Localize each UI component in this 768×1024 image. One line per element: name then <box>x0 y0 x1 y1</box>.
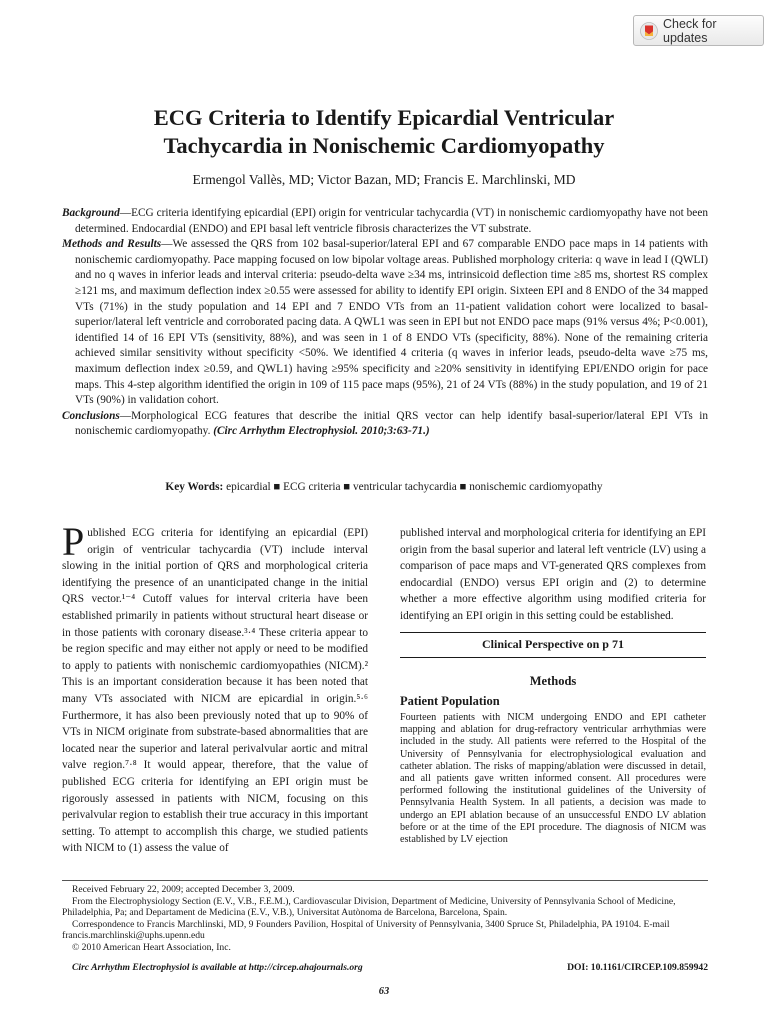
title-line-1: ECG Criteria to Identify Epicardial Ventricular <box>153 105 615 130</box>
patient-population-heading: Patient Population <box>400 694 500 708</box>
copyright-note: © 2010 American Heart Association, Inc. <box>72 941 231 953</box>
patient-population-text: Fourteen patients with NICM undergoing ENDO and EPI catheter mapping and ablation for drug-refractory ventricular arrhythmias were included in the study. All patients were referred to the Hospital of the University of Pennsylvania for electrophysiological evaluation and catheter ablation. The risks of mapping/ablation were discussed in detail, and all patients gave written informed consent. All procedures were performed following the institutional guidelines of the University of Pennsylvania Health System. In all patients, a decision was made to undergo an EPI ablation because of an unsuccessful ENDO LV ablation before or at the time of the EPI procedure. The diagnosis of NICM was established by LV ejection <box>400 712 706 846</box>
article-title <box>0 104 768 160</box>
key-words-label: Key Words: <box>165 481 224 493</box>
methods-heading: Methods <box>529 674 577 688</box>
drop-cap: P <box>62 519 85 564</box>
doi: DOI: 10.1161/CIRCEP.109.859942 <box>567 962 708 973</box>
footnote-divider <box>62 880 708 881</box>
crossmark-icon <box>640 22 658 40</box>
abstract <box>62 206 708 440</box>
key-words <box>0 481 768 493</box>
received-note: Received February 22, 2009; accepted December 3, 2009. <box>72 884 295 895</box>
intro-text: ublished ECG criteria for identifying an epicardial (EPI) origin of ventricular tachycardia (VT) include interval slowing in the initial portion of QRS and morphological criteria identifying the presence of an unanticipated change in the initial QRS vector.¹⁻⁴ Cutoff values for interval criteria have been established primarily in patients without structural heart disease or in those patients with coronary disease.³·⁴ These criteria appear to be region specific and may either not apply or need to be modified to apply to patients with nonischemic cardiomyopathies (NICM).² This is an important consideration because it has been noted that many VTs associated with NICM are epicardial in origin.⁵·⁶ Furthermore, it has also been previously noted that up to 90% of VTs in NICM originate from substrate-based abnormalities that are located near the superior and lateral perivalvular aortic and mitral valve region.⁷·⁸ It would appear, therefore, that the value of published ECG criteria for identifying an EPI origin must be rigorously assessed in patients with NICM, focusing on this perivalvular region to establish their true accuracy in this important setting. To attempt to accomplish this charge, we studied patients with NICM to (1) assess the value of <box>62 527 368 855</box>
check-for-updates-label: Check for updates <box>663 16 717 45</box>
title-line-2: Tachycardia in Nonischemic Cardiomyopathy <box>163 133 605 158</box>
correspondence-note: Correspondence to Francis Marchlinski, MD, 9 Founders Pavilion, Hospital of University of Pennsylvania, 3400 Spruce St, Philadelphia, PA 19104. E-mail francis.marchlinski@uphs.upenn.edu <box>62 918 670 942</box>
footnotes <box>62 884 708 954</box>
citation: (Circ Arrhythm Electrophysiol. 2010;3:63-71.) <box>213 425 430 438</box>
intro-continuation: published interval and morphological criteria for identifying an EPI origin from the basal superior and lateral left ventricle (LV) using a comparison of pace maps and VT-generated QRS complexes from endocardial (ENDO) versus EPI origin and (2) to determine whether a more effective algorithm using modified criteria for identifying an EPI origin in this setting could be established. <box>400 527 706 622</box>
background-text: —ECG criteria identifying epicardial (EPI) origin for ventricular tachycardia (VT) in nonischemic cardiomyopathy have not been determined. Endocardial (ENDO) and EPI basal left ventricle fibrosis characterizes the VT substrate. <box>75 207 708 235</box>
abstract-background <box>62 206 708 237</box>
methods-results-text: —We assessed the QRS from 102 basal-superior/lateral EPI and 67 comparable ENDO pace maps in 14 patients with nonischemic cardiomyopathy. Pace mapping focused on low bipolar voltage areas. Published morphology criteria: q wave in lead I (QWLI) and no q waves in inferior leads and interval criteria: pseudo-delta wave ≥34 ms, intrinsicoid deflection time ≥85 ms, shortest RS complex ≥121 ms, and maximum deflection index ≥0.55 were assessed for ability to identify EPI origin. Sixteen EPI and 8 ENDO of the 34 mapped VTs (71%) in the study population and 14 EPI and 7 ENDO VTs from an 11-patient validation cohort were localized to basal-superior/lateral left ventricle and corroborated pacing data. A QWL1 was seen in EPI but not ENDO pace maps (91% versus 4%; P<0.001), identified 14 of 16 EPI VTs (sensitivity, 88%), and was seen in 1 of 8 ENDO VTs (specificity, 88%). None of the remaining criteria achieved similar sensitivity without specificity <50%. We identified 4 criteria (q waves in inferior leads, pseudo-delta wave ≥75 ms, maximum deflection index ≥0.59, and QWL1) having ≥95% specificity and ≥20% sensitivity in identifying EPI/ENDO origin for pace maps. This 4-step algorithm identified the origin in 109 of 115 pace maps (95%), 21 of 24 VTs (88%) in the study population, and 19 of 21 VTs (90%) in validation cohort. <box>75 238 708 407</box>
check-for-updates-button[interactable] <box>633 15 764 46</box>
clinical-perspective-box[interactable]: Clinical Perspective on p 71 <box>400 632 706 658</box>
body-left-column <box>62 519 368 857</box>
conclusions-text: —Morphological ECG features that describe the initial QRS vector can help identify basal-superior/lateral EPI VTs in nonischemic cardiomyopathy. <box>75 409 708 438</box>
body-right-column <box>400 525 706 625</box>
affiliation-note: From the Electrophysiology Section (E.V., V.B., F.E.M.), Cardiovascular Division, Department of Medicine, University of Pennsylvania School of Medicine, Philadelphia, Pa; and Departament de Medicina (E.V., V.B.), Universitat Autònoma de Barcelona, Barcelona, Spain. <box>62 895 676 919</box>
abstract-methods <box>62 237 708 409</box>
abstract-conclusions <box>62 409 708 440</box>
conclusions-label: Conclusions <box>62 409 120 422</box>
methods-results-label: Methods and Results <box>62 238 162 251</box>
author-list: Ermengol Vallès, MD; Victor Bazan, MD; Francis E. Marchlinski, MD <box>192 172 576 187</box>
journal-availability: Circ Arrhythm Electrophysiol is available at http://circep.ahajournals.org <box>72 962 363 973</box>
page-number: 63 <box>378 986 390 997</box>
key-words-text: epicardial ■ ECG criteria ■ ventricular tachycardia ■ nonischemic cardiomyopathy <box>226 481 603 493</box>
background-label: Background <box>62 207 120 219</box>
